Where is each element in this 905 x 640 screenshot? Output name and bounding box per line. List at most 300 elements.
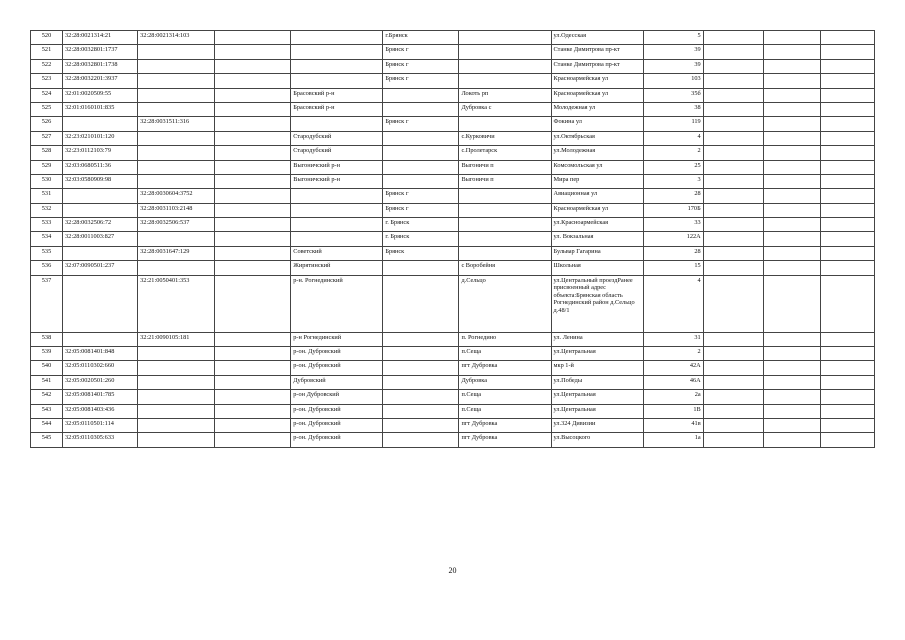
table-row xyxy=(31,347,875,361)
row-number: 535 xyxy=(31,246,63,260)
street-cell: ул. Вокзальная xyxy=(551,232,643,246)
street-cell: ул.Красноармейская xyxy=(551,218,643,232)
city-cell: Брянск г xyxy=(383,117,459,131)
building-cadastral-number xyxy=(138,375,215,389)
row-number: 539 xyxy=(31,347,63,361)
settlement-cell xyxy=(459,232,551,246)
house-number: 2 xyxy=(643,347,703,361)
cadastral-number: 32:05:0110302:660 xyxy=(63,361,138,375)
building-cadastral-number: 32:28:0031511:316 xyxy=(138,117,215,131)
settlement-cell: п. Рогнедино xyxy=(459,332,551,346)
extra-cell xyxy=(215,203,291,217)
empty-cell xyxy=(763,361,820,375)
settlement-cell: пгт Дубровка xyxy=(459,361,551,375)
empty-cell xyxy=(763,31,820,45)
empty-cell xyxy=(703,332,763,346)
city-cell xyxy=(383,418,459,432)
cadastral-number: 32:28:0032201:3937 xyxy=(63,74,138,88)
table-row xyxy=(31,203,875,217)
row-number: 520 xyxy=(31,31,63,45)
empty-cell xyxy=(703,203,763,217)
settlement-cell: Дубровка с xyxy=(459,102,551,116)
city-cell: г. Брянск xyxy=(383,218,459,232)
district-cell: р-н Рогнединский xyxy=(291,332,383,346)
empty-cell xyxy=(820,232,874,246)
street-cell: ул.Октябрьская xyxy=(551,131,643,145)
table-row xyxy=(31,102,875,116)
district-cell xyxy=(291,232,383,246)
house-number: 15 xyxy=(643,261,703,275)
row-number: 524 xyxy=(31,88,63,102)
extra-cell xyxy=(215,131,291,145)
empty-cell xyxy=(763,160,820,174)
extra-cell xyxy=(215,261,291,275)
empty-cell xyxy=(820,218,874,232)
empty-cell xyxy=(763,433,820,447)
extra-cell xyxy=(215,246,291,260)
city-cell xyxy=(383,275,459,332)
house-number: 41в xyxy=(643,418,703,432)
empty-cell xyxy=(763,418,820,432)
district-cell xyxy=(291,59,383,73)
empty-cell xyxy=(763,102,820,116)
building-cadastral-number xyxy=(138,59,215,73)
street-cell: Станке Димитрова пр-кт xyxy=(551,45,643,59)
district-cell: Выгоничский р-н xyxy=(291,174,383,188)
district-cell xyxy=(291,74,383,88)
city-cell xyxy=(383,375,459,389)
cadastral-number: 32:28:0011003:827 xyxy=(63,232,138,246)
city-cell xyxy=(383,261,459,275)
cadastral-number xyxy=(63,117,138,131)
empty-cell xyxy=(703,131,763,145)
cadastral-number: 32:07:0090501:237 xyxy=(63,261,138,275)
street-cell: Фокина ул xyxy=(551,117,643,131)
building-cadastral-number xyxy=(138,102,215,116)
extra-cell xyxy=(215,404,291,418)
building-cadastral-number xyxy=(138,418,215,432)
cadastral-number: 32:05:0081401:785 xyxy=(63,390,138,404)
settlement-cell xyxy=(459,203,551,217)
house-number: 170Б xyxy=(643,203,703,217)
empty-cell xyxy=(763,203,820,217)
cadastral-number xyxy=(63,275,138,332)
table-row xyxy=(31,275,875,332)
house-number: 42А xyxy=(643,361,703,375)
district-cell: р-он. Дубровский xyxy=(291,418,383,432)
empty-cell xyxy=(820,203,874,217)
building-cadastral-number xyxy=(138,404,215,418)
city-cell xyxy=(383,88,459,102)
cadastral-number: 32:05:0081403:436 xyxy=(63,404,138,418)
district-cell: р-он. Дубровский xyxy=(291,361,383,375)
empty-cell xyxy=(703,102,763,116)
empty-cell xyxy=(820,433,874,447)
building-cadastral-number xyxy=(138,361,215,375)
empty-cell xyxy=(820,131,874,145)
empty-cell xyxy=(763,246,820,260)
table-row xyxy=(31,117,875,131)
district-cell: р-он. Дубровский xyxy=(291,404,383,418)
empty-cell xyxy=(763,45,820,59)
building-cadastral-number xyxy=(138,146,215,160)
empty-cell xyxy=(763,146,820,160)
table-row xyxy=(31,404,875,418)
empty-cell xyxy=(763,261,820,275)
district-cell: р-он. Дубровский xyxy=(291,347,383,361)
extra-cell xyxy=(215,332,291,346)
street-cell: Бульвар Гагарина xyxy=(551,246,643,260)
row-number: 533 xyxy=(31,218,63,232)
extra-cell xyxy=(215,390,291,404)
empty-cell xyxy=(820,347,874,361)
city-cell xyxy=(383,332,459,346)
district-cell: Стародубский xyxy=(291,146,383,160)
district-cell xyxy=(291,189,383,203)
table-row xyxy=(31,375,875,389)
table-row xyxy=(31,246,875,260)
street-cell: ул.Центральная xyxy=(551,404,643,418)
settlement-cell xyxy=(459,117,551,131)
table-row xyxy=(31,261,875,275)
building-cadastral-number xyxy=(138,174,215,188)
house-number: 3 xyxy=(643,174,703,188)
empty-cell xyxy=(820,361,874,375)
table-row xyxy=(31,332,875,346)
table-row xyxy=(31,189,875,203)
extra-cell xyxy=(215,102,291,116)
row-number: 531 xyxy=(31,189,63,203)
empty-cell xyxy=(703,390,763,404)
empty-cell xyxy=(703,174,763,188)
city-cell xyxy=(383,361,459,375)
cadastral-number: 32:28:0032801:1738 xyxy=(63,59,138,73)
house-number: 4 xyxy=(643,275,703,332)
house-number: 25 xyxy=(643,160,703,174)
empty-cell xyxy=(703,261,763,275)
cadastral-number xyxy=(63,246,138,260)
house-number: 4 xyxy=(643,131,703,145)
house-number: 31 xyxy=(643,332,703,346)
house-number: 103 xyxy=(643,74,703,88)
extra-cell xyxy=(215,31,291,45)
extra-cell xyxy=(215,375,291,389)
street-cell: ул.Одесская xyxy=(551,31,643,45)
district-cell: Выгоничский р-н xyxy=(291,160,383,174)
extra-cell xyxy=(215,117,291,131)
row-number: 540 xyxy=(31,361,63,375)
city-cell xyxy=(383,160,459,174)
row-number: 530 xyxy=(31,174,63,188)
street-cell: Комсомольская ул xyxy=(551,160,643,174)
district-cell: Стародубский xyxy=(291,131,383,145)
empty-cell xyxy=(763,404,820,418)
empty-cell xyxy=(703,275,763,332)
settlement-cell: с Воробейня xyxy=(459,261,551,275)
row-number: 527 xyxy=(31,131,63,145)
city-cell xyxy=(383,347,459,361)
city-cell: Брянск г xyxy=(383,203,459,217)
empty-cell xyxy=(820,275,874,332)
settlement-cell xyxy=(459,74,551,88)
row-number: 537 xyxy=(31,275,63,332)
cadastral-number: 32:03:0680511:36 xyxy=(63,160,138,174)
row-number: 545 xyxy=(31,433,63,447)
empty-cell xyxy=(820,375,874,389)
settlement-cell: Выгоничи п xyxy=(459,174,551,188)
empty-cell xyxy=(820,59,874,73)
city-cell: Брянск г xyxy=(383,189,459,203)
empty-cell xyxy=(763,117,820,131)
settlement-cell: п.Сеща xyxy=(459,347,551,361)
table-row xyxy=(31,433,875,447)
settlement-cell: п.Сеща xyxy=(459,390,551,404)
building-cadastral-number: 32:21:0090105:181 xyxy=(138,332,215,346)
building-cadastral-number xyxy=(138,390,215,404)
cadastral-number: 32:01:0020509:55 xyxy=(63,88,138,102)
empty-cell xyxy=(820,160,874,174)
row-number: 538 xyxy=(31,332,63,346)
empty-cell xyxy=(763,232,820,246)
row-number: 521 xyxy=(31,45,63,59)
table-row xyxy=(31,59,875,73)
street-cell: Школьная xyxy=(551,261,643,275)
row-number: 541 xyxy=(31,375,63,389)
empty-cell xyxy=(763,332,820,346)
extra-cell xyxy=(215,88,291,102)
city-cell xyxy=(383,102,459,116)
table-row xyxy=(31,160,875,174)
extra-cell xyxy=(215,418,291,432)
table-row xyxy=(31,218,875,232)
empty-cell xyxy=(703,246,763,260)
empty-cell xyxy=(703,31,763,45)
empty-cell xyxy=(763,74,820,88)
house-number: 35б xyxy=(643,88,703,102)
building-cadastral-number xyxy=(138,232,215,246)
settlement-cell: пгт Дубровка xyxy=(459,433,551,447)
empty-cell xyxy=(703,117,763,131)
empty-cell xyxy=(703,189,763,203)
extra-cell xyxy=(215,189,291,203)
row-number: 544 xyxy=(31,418,63,432)
district-cell xyxy=(291,117,383,131)
settlement-cell xyxy=(459,45,551,59)
empty-cell xyxy=(820,246,874,260)
district-cell: Брасовский р-н xyxy=(291,88,383,102)
street-cell: Красноармейская ул xyxy=(551,203,643,217)
extra-cell xyxy=(215,45,291,59)
house-number: 28 xyxy=(643,246,703,260)
settlement-cell xyxy=(459,189,551,203)
extra-cell xyxy=(215,433,291,447)
city-cell xyxy=(383,404,459,418)
extra-cell xyxy=(215,146,291,160)
street-cell: ул.Высоцкого xyxy=(551,433,643,447)
building-cadastral-number: 32:28:0031103:2148 xyxy=(138,203,215,217)
row-number: 543 xyxy=(31,404,63,418)
empty-cell xyxy=(703,347,763,361)
table-row xyxy=(31,31,875,45)
row-number: 532 xyxy=(31,203,63,217)
cadastral-number: 32:01:0160101:835 xyxy=(63,102,138,116)
cadastral-number: 32:28:0032801:1737 xyxy=(63,45,138,59)
cadastral-number: 32:03:0580909:98 xyxy=(63,174,138,188)
street-cell: Мира пер xyxy=(551,174,643,188)
street-cell: Станке Димитрова пр-кт xyxy=(551,59,643,73)
table-row xyxy=(31,418,875,432)
house-number: 33 xyxy=(643,218,703,232)
empty-cell xyxy=(703,88,763,102)
empty-cell xyxy=(820,261,874,275)
city-cell: Брянск xyxy=(383,246,459,260)
table-row xyxy=(31,174,875,188)
cadastral-number xyxy=(63,203,138,217)
empty-cell xyxy=(763,390,820,404)
row-number: 529 xyxy=(31,160,63,174)
building-cadastral-number: 32:21:0050401:353 xyxy=(138,275,215,332)
house-number: 1а xyxy=(643,433,703,447)
street-cell: Красноармейская ул xyxy=(551,74,643,88)
house-number: 122А xyxy=(643,232,703,246)
empty-cell xyxy=(763,218,820,232)
district-cell xyxy=(291,31,383,45)
empty-cell xyxy=(703,404,763,418)
house-number: 38 xyxy=(643,102,703,116)
district-cell xyxy=(291,218,383,232)
district-cell: Советский xyxy=(291,246,383,260)
cadastral-number: 32:23:0210101:120 xyxy=(63,131,138,145)
empty-cell xyxy=(703,361,763,375)
city-cell: Брянск г xyxy=(383,74,459,88)
row-number: 525 xyxy=(31,102,63,116)
settlement-cell: Выгоничи п xyxy=(459,160,551,174)
settlement-cell xyxy=(459,59,551,73)
empty-cell xyxy=(703,375,763,389)
district-cell xyxy=(291,45,383,59)
empty-cell xyxy=(763,131,820,145)
empty-cell xyxy=(763,174,820,188)
row-number: 536 xyxy=(31,261,63,275)
settlement-cell: п.Сеща xyxy=(459,404,551,418)
city-cell xyxy=(383,131,459,145)
city-cell: Брянск г xyxy=(383,59,459,73)
empty-cell xyxy=(703,59,763,73)
district-cell: Брасовский р-н xyxy=(291,102,383,116)
settlement-cell xyxy=(459,218,551,232)
street-cell: ул.Центральная xyxy=(551,347,643,361)
extra-cell xyxy=(215,232,291,246)
settlement-cell xyxy=(459,246,551,260)
cadastral-number: 32:05:0020501:260 xyxy=(63,375,138,389)
empty-cell xyxy=(763,275,820,332)
street-cell: ул.Центральный проездРанее присвоенный адрес объекта:Брянская область Рогнединский район д.Сельцо д.48/1 xyxy=(551,275,643,332)
city-cell: г.Брянск xyxy=(383,31,459,45)
building-cadastral-number: 32:28:0032506:537 xyxy=(138,218,215,232)
street-cell: ул.Молодежная xyxy=(551,146,643,160)
property-register-table xyxy=(30,30,875,448)
table-row xyxy=(31,131,875,145)
settlement-cell: Дубровка xyxy=(459,375,551,389)
empty-cell xyxy=(763,88,820,102)
settlement-cell: Локоть рп xyxy=(459,88,551,102)
extra-cell xyxy=(215,275,291,332)
empty-cell xyxy=(763,189,820,203)
building-cadastral-number xyxy=(138,261,215,275)
table-row xyxy=(31,232,875,246)
table-row xyxy=(31,146,875,160)
settlement-cell: с.Пролетарск xyxy=(459,146,551,160)
street-cell: мкр 1-й xyxy=(551,361,643,375)
empty-cell xyxy=(703,232,763,246)
building-cadastral-number xyxy=(138,88,215,102)
empty-cell xyxy=(703,160,763,174)
district-cell: Дубровский xyxy=(291,375,383,389)
house-number: 28 xyxy=(643,189,703,203)
building-cadastral-number xyxy=(138,74,215,88)
table-row xyxy=(31,390,875,404)
empty-cell xyxy=(703,218,763,232)
empty-cell xyxy=(820,189,874,203)
street-cell: ул.Победы xyxy=(551,375,643,389)
district-cell: р-он Дубровский xyxy=(291,390,383,404)
settlement-cell: д.Сельцо xyxy=(459,275,551,332)
table-row xyxy=(31,361,875,375)
street-cell: Молодежная ул xyxy=(551,102,643,116)
city-cell xyxy=(383,146,459,160)
table-row xyxy=(31,74,875,88)
house-number: 2 xyxy=(643,146,703,160)
building-cadastral-number xyxy=(138,45,215,59)
extra-cell xyxy=(215,74,291,88)
house-number: 1В xyxy=(643,404,703,418)
building-cadastral-number xyxy=(138,347,215,361)
empty-cell xyxy=(820,88,874,102)
city-cell xyxy=(383,174,459,188)
district-cell: р-он. Дубровский xyxy=(291,433,383,447)
extra-cell xyxy=(215,59,291,73)
cadastral-number: 32:05:0081401:848 xyxy=(63,347,138,361)
empty-cell xyxy=(763,347,820,361)
empty-cell xyxy=(703,418,763,432)
street-cell: Авиационная ул xyxy=(551,189,643,203)
cadastral-number: 32:28:0021314:21 xyxy=(63,31,138,45)
empty-cell xyxy=(820,74,874,88)
row-number: 542 xyxy=(31,390,63,404)
city-cell xyxy=(383,390,459,404)
row-number: 523 xyxy=(31,74,63,88)
cadastral-number xyxy=(63,332,138,346)
empty-cell xyxy=(703,146,763,160)
house-number: 39 xyxy=(643,45,703,59)
row-number: 534 xyxy=(31,232,63,246)
empty-cell xyxy=(820,404,874,418)
table-row xyxy=(31,88,875,102)
building-cadastral-number xyxy=(138,433,215,447)
table-row xyxy=(31,45,875,59)
house-number: 2а xyxy=(643,390,703,404)
street-cell: ул. Ленина xyxy=(551,332,643,346)
city-cell xyxy=(383,433,459,447)
settlement-cell: пгт Дубровка xyxy=(459,418,551,432)
settlement-cell xyxy=(459,31,551,45)
district-cell xyxy=(291,203,383,217)
house-number: 119 xyxy=(643,117,703,131)
extra-cell xyxy=(215,174,291,188)
row-number: 522 xyxy=(31,59,63,73)
empty-cell xyxy=(703,433,763,447)
city-cell: Брянск г xyxy=(383,45,459,59)
